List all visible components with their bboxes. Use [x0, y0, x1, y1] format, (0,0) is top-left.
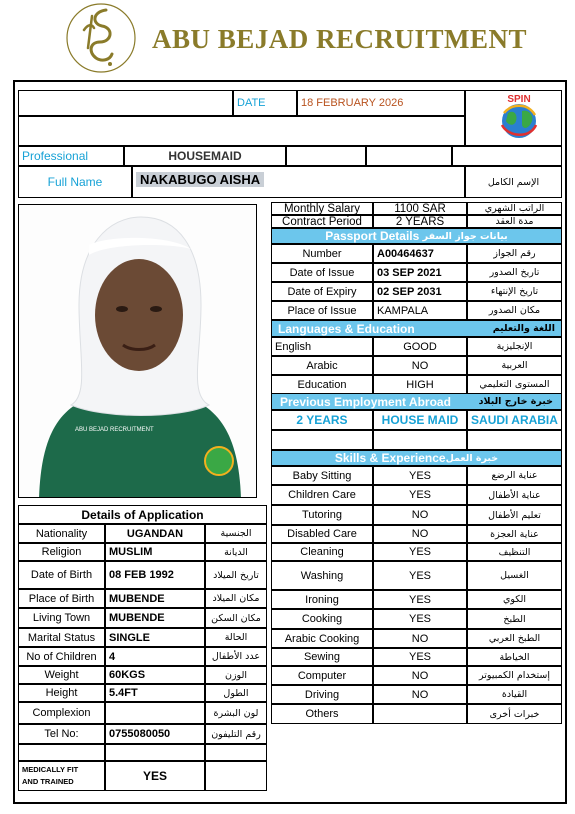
application-label: Complexion: [18, 702, 105, 724]
skill-label: Sewing: [271, 648, 373, 666]
application-value: 5.4FT: [105, 684, 205, 702]
full-name-label-ar: الإسم الكامل: [465, 166, 562, 198]
medical-label-line2: AND TRAINED: [22, 777, 74, 786]
passport-value: 02 SEP 2031: [373, 282, 467, 301]
application-value: MUSLIM: [105, 543, 205, 561]
passport-label: Number: [271, 244, 373, 263]
blank-cell: [271, 430, 373, 450]
languages-title: Languages & Education: [278, 321, 415, 336]
skill-label: Computer: [271, 666, 373, 685]
skill-value: NO: [373, 629, 467, 648]
application-label-ar: عدد الأطفال: [205, 647, 267, 666]
application-label: Place of Birth: [18, 589, 105, 608]
languages-section-header: [271, 320, 562, 337]
skill-label: Ironing: [271, 590, 373, 609]
application-label: Marital Status: [18, 628, 105, 647]
passport-label-ar: مكان الصدور: [467, 301, 562, 320]
blank-cell: [286, 146, 366, 166]
application-value: 08 FEB 1992: [105, 561, 205, 589]
blank-cell: [452, 146, 562, 166]
skill-label-ar: تعليم الأطفال: [467, 505, 562, 525]
skill-value: NO: [373, 666, 467, 685]
skill-label-ar: الكوي: [467, 590, 562, 609]
passport-label: Date of Issue: [271, 263, 373, 282]
passport-value: A00464637: [373, 244, 467, 263]
medical-label-line1: MEDICALLY FIT: [22, 765, 79, 774]
passport-label-ar: تاريخ الإنتهاء: [467, 282, 562, 301]
skill-label: Children Care: [271, 485, 373, 505]
skills-section-header: [271, 450, 562, 466]
skill-label-ar: الغسيل: [467, 561, 562, 590]
passport-title: Passport Details: [325, 229, 420, 243]
skill-label: Disabled Care: [271, 525, 373, 543]
skill-value: YES: [373, 466, 467, 485]
blank-cell: [366, 146, 452, 166]
spin-text: SPIN: [507, 94, 531, 105]
language-label: English: [271, 337, 373, 356]
contract-value: 2 YEARS: [373, 215, 467, 228]
top-blank-cell: [18, 90, 233, 116]
contract-label-ar: مدة العقد: [467, 215, 562, 228]
professional-label: Professional: [18, 146, 124, 166]
skill-value: NO: [373, 525, 467, 543]
passport-label: Date of Expiry: [271, 282, 373, 301]
skill-label: Others: [271, 704, 373, 724]
company-name: ABU BEJAD RECRUITMENT: [152, 24, 528, 54]
skill-value: YES: [373, 590, 467, 609]
salary-value: 1100 SAR: [373, 202, 467, 215]
application-value: 4: [105, 647, 205, 666]
application-value: MUBENDE: [105, 589, 205, 608]
skill-label-ar: التنظيف: [467, 543, 562, 561]
medical-label: [18, 761, 105, 791]
skill-value: YES: [373, 609, 467, 629]
skill-value: NO: [373, 685, 467, 704]
top-blank-row: [18, 116, 465, 146]
application-value: SINGLE: [105, 628, 205, 647]
skill-value: YES: [373, 485, 467, 505]
skill-label-ar: الخياطة: [467, 648, 562, 666]
application-label: Weight: [18, 666, 105, 684]
application-label-ar: مكان الميلاد: [205, 589, 267, 608]
salary-label: Monthly Salary: [271, 202, 373, 215]
application-label: Tel No:: [18, 724, 105, 744]
employment-title: Previous Employment Abroad: [280, 394, 451, 409]
full-name-label: Full Name: [18, 166, 132, 198]
application-label-ar: الطول: [205, 684, 267, 702]
skills-title-ar: خبرة العمل: [445, 452, 499, 464]
skill-value: YES: [373, 543, 467, 561]
application-value: 0755080050: [105, 724, 205, 744]
blank-cell: [18, 744, 105, 761]
language-label: Education: [271, 375, 373, 394]
professional-value: HOUSEMAID: [124, 146, 286, 166]
skill-label: Arabic Cooking: [271, 629, 373, 648]
skill-label-ar: القيادة: [467, 685, 562, 704]
skill-label: Washing: [271, 561, 373, 590]
blank-cell: [105, 744, 205, 761]
passport-label-ar: تاريخ الصدور: [467, 263, 562, 282]
employment-position: HOUSE MAID: [373, 410, 467, 430]
applicant-photo: [18, 204, 257, 498]
skill-value: YES: [373, 648, 467, 666]
skill-label-ar: عناية الأطفال: [467, 485, 562, 505]
language-label-ar: العربية: [467, 356, 562, 375]
skill-label-ar: عناية الرضع: [467, 466, 562, 485]
passport-section-header: [271, 228, 562, 244]
passport-label: Place of Issue: [271, 301, 373, 320]
medical-value: YES: [105, 761, 205, 791]
employment-title-ar: خبرة خارج البلاد: [478, 396, 553, 407]
employment-section-header: [271, 393, 562, 410]
application-label-ar: الديانة: [205, 543, 267, 561]
passport-value: 03 SEP 2021: [373, 263, 467, 282]
language-label-ar: المستوى التعليمي: [467, 375, 562, 394]
application-label: No of Children: [18, 647, 105, 666]
salary-label-ar: الراتب الشهري: [467, 202, 562, 215]
blank-cell: [467, 430, 562, 450]
application-label-ar: تاريخ الميلاد: [205, 561, 267, 589]
skill-label-ar: خبرات أخرى: [467, 704, 562, 724]
globe-logo-icon: [488, 91, 550, 143]
passport-title-ar: بيانات جواز السفر: [422, 230, 508, 242]
skill-label: Cooking: [271, 609, 373, 629]
employment-period: 2 YEARS: [271, 410, 373, 430]
language-value: HIGH: [373, 375, 467, 394]
skill-label: Driving: [271, 685, 373, 704]
skill-label-ar: إستخدام الكمبيوتر: [467, 666, 562, 685]
skill-value: [373, 704, 467, 724]
language-label-ar: الإنجليزية: [467, 337, 562, 356]
application-label-ar: الوزن: [205, 666, 267, 684]
application-label-ar: الحالة: [205, 628, 267, 647]
date-value: 18 FEBRUARY 2026: [297, 90, 465, 116]
skill-label: Tutoring: [271, 505, 373, 525]
skill-label: Baby Sitting: [271, 466, 373, 485]
skill-value: NO: [373, 505, 467, 525]
skill-label-ar: عناية العجزة: [467, 525, 562, 543]
uniform-text: ABU BEJAD RECRUITMENT: [75, 427, 154, 433]
language-value: NO: [373, 356, 467, 375]
application-value: UGANDAN: [105, 524, 205, 543]
application-label-ar: الجنسية: [205, 524, 267, 543]
blank-cell: [205, 744, 267, 761]
full-name-cell: [132, 166, 465, 198]
application-label-ar: مكان السكن: [205, 608, 267, 628]
application-value: [105, 702, 205, 724]
application-label: Nationality: [18, 524, 105, 543]
application-section-header: Details of Application: [18, 505, 267, 524]
passport-label-ar: رقم الجواز: [467, 244, 562, 263]
languages-title-ar: اللغة والتعليم: [492, 323, 555, 334]
company-logo-icon: [62, 2, 140, 74]
full-name-value: NAKABUGO AISHA: [136, 172, 264, 187]
language-label: Arabic: [271, 356, 373, 375]
application-label-ar: لون البشرة: [205, 702, 267, 724]
language-value: GOOD: [373, 337, 467, 356]
passport-value: KAMPALA: [373, 301, 467, 320]
skill-value: YES: [373, 561, 467, 590]
contract-label: Contract Period: [271, 215, 373, 228]
blank-cell: [205, 761, 267, 791]
application-label-ar: رقم التليفون: [205, 724, 267, 744]
skill-label: Cleaning: [271, 543, 373, 561]
skill-label-ar: الطبخ العربي: [467, 629, 562, 648]
date-label: DATE: [233, 90, 297, 116]
application-value: 60KGS: [105, 666, 205, 684]
application-label: Height: [18, 684, 105, 702]
skill-label-ar: الطبخ: [467, 609, 562, 629]
employment-country: SAUDI ARABIA: [467, 410, 562, 430]
application-label: Date of Birth: [18, 561, 105, 589]
application-label: Religion: [18, 543, 105, 561]
application-value: MUBENDE: [105, 608, 205, 628]
application-label: Living Town: [18, 608, 105, 628]
blank-cell: [373, 430, 467, 450]
skills-title: Skills & Experience: [334, 451, 446, 465]
